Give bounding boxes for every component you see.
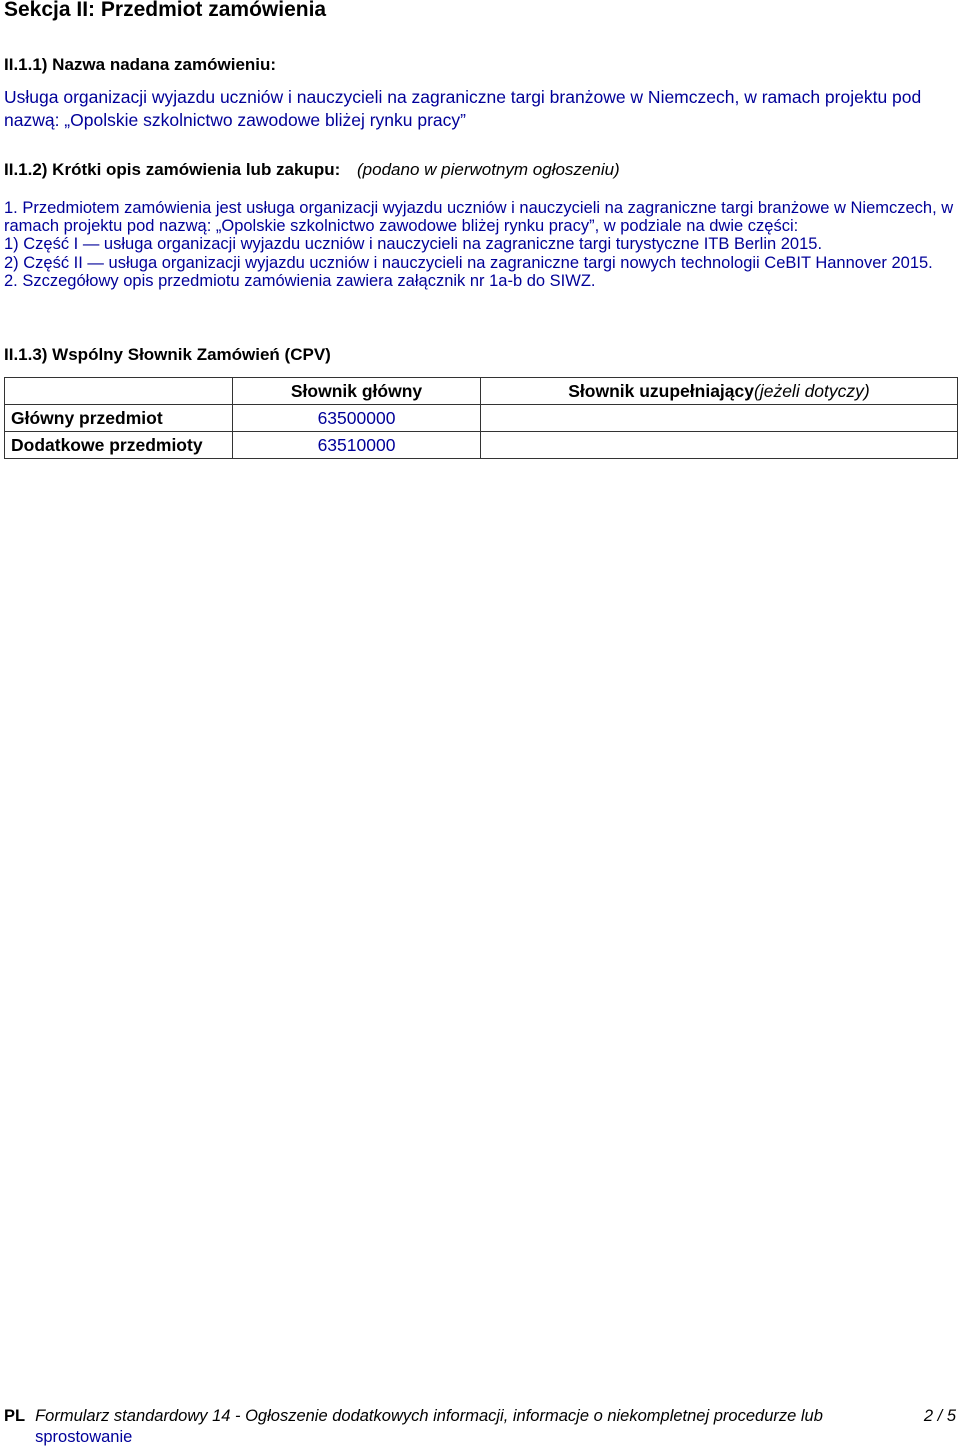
table-row <box>5 432 958 459</box>
footer-form-wrap <box>35 1406 895 1448</box>
cpv-supp-code <box>481 405 958 432</box>
footer-language: PL <box>4 1407 26 1425</box>
footer-page-number: 2 / 5 <box>923 1407 956 1425</box>
cpv-main-code: 63500000 <box>233 405 481 432</box>
cpv-main-code: 63510000 <box>233 432 481 459</box>
cpv-row-label: Główny przedmiot <box>5 405 233 432</box>
page-title: Sekcja II: Przedmiot zamówienia <box>4 0 327 21</box>
page-footer <box>4 1406 958 1448</box>
footer-form-name: Formularz standardowy 14 - Ogłoszenie dodatkowych informacji, informacje o niekompletnej procedurze lub <box>35 1407 823 1425</box>
cpv-header-empty <box>5 378 233 405</box>
description-heading <box>4 160 620 180</box>
description-line: 1. Przedmiotem zamówienia jest usługa organizacji wyjazdu uczniów i nauczycieli na zagraniczne targi branżowe w Niemczech, w ramach projektu pod nazwą: „Opolskie szkolnictwo zawodowe bliżej rynku pracy”, w podziale na dwie części: <box>4 199 958 236</box>
name-heading: II.1.1) Nazwa nadana zamówieniu: <box>4 55 277 74</box>
name-text: Usługa organizacji wyjazdu uczniów i nauczycieli na zagraniczne targi branżowe w Niemczech, w ramach projektu pod nazwą: „Opolskie szkolnictwo zawodowe bliżej rynku pracy” <box>4 87 922 130</box>
cpv-header-supp-note: (jeżeli dotyczy) <box>754 380 870 401</box>
description-heading-label: II.1.2) Krótki opis zamówienia lub zakupu: <box>4 160 341 179</box>
description-heading-note: (podano w pierwotnym ogłoszeniu) <box>357 160 620 179</box>
cpv-header-main: Słownik główny <box>233 378 481 405</box>
cpv-header-supp-label: Słownik uzupełniający <box>568 380 754 401</box>
table-row <box>5 405 958 432</box>
description-line: 1) Część I — usługa organizacji wyjazdu uczniów i nauczycieli na zagraniczne targi turystyczne ITB Berlin 2015. <box>4 235 823 254</box>
cpv-header-row <box>5 378 958 405</box>
description-line: 2. Szczegółowy opis przedmiotu zamówienia zawiera załącznik nr 1a-b do SIWZ. <box>4 271 596 290</box>
description-line: 2) Część II — usługa organizacji wyjazdu uczniów i nauczycieli na zagraniczne targi nowych technologii CeBIT Hannover 2015. <box>4 253 933 272</box>
cpv-heading: II.1.3) Wspólny Słownik Zamówień (CPV) <box>4 345 331 364</box>
footer-form-suffix: sprostowanie <box>35 1428 133 1446</box>
cpv-row-label: Dodatkowe przedmioty <box>5 432 233 459</box>
cpv-header-supp <box>481 378 958 405</box>
description-text <box>4 199 958 290</box>
cpv-supp-code <box>481 432 958 459</box>
cpv-table <box>4 377 958 459</box>
